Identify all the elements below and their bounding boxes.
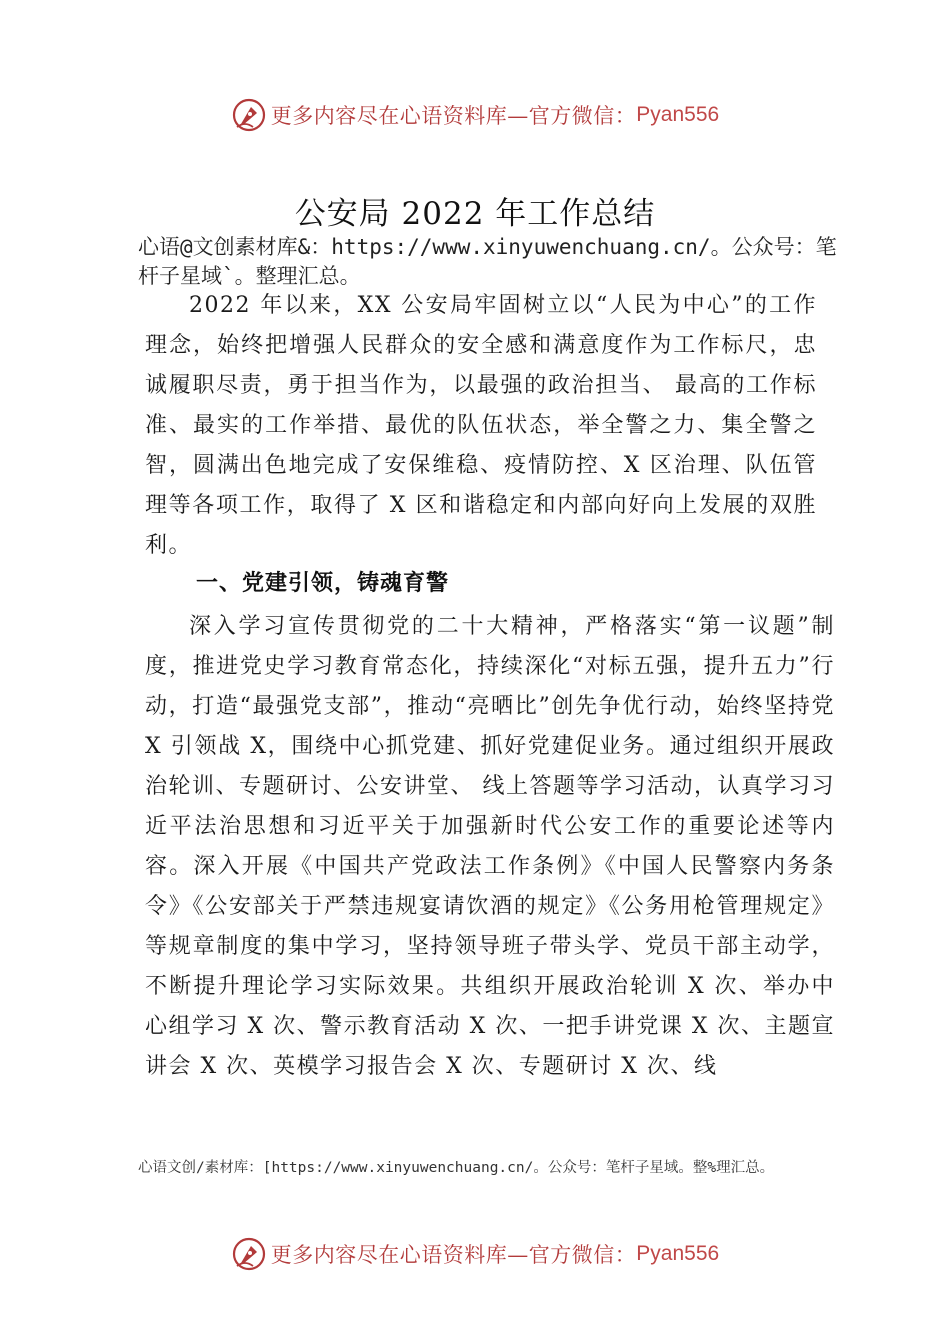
paragraph-party-building: 深入学习宣传贯彻党的二十大精神，严格落实“第一议题”制度，推进党史学习教育常态化，持续深化“对标五强，提升五力”行动，打造“最强党支部”，推动“亮晒比”创先争优行动，始终坚持党 X 引领战 X，围绕中心抓党建、抓好党建促业务。通过组织开展政治轮训、专题研讨、公安讲堂、 线上答题等学习活动，认真学习习近平法治思想和习近平关于加强新时代公安工作的重要论述等内容。深入开展《中国共产党政法工作条例》《中国人民警察内务条令》《公安部关于严禁违规宴请饮酒的规定》《公务用枪管理规定》等规章制度的集中学习，坚持领导班子带头学、党员干部主动学，不断提升理论学习实际效果。共组织开展政治轮训 X 次、举办中心组学习 X 次、警示教育活动 X 次、一把手讲党课 X 次、主题宣讲会 X 次、英模学习报告会 X 次、专题研讨 X 次、线 [145, 614, 835, 1079]
footer-banner [0, 1234, 950, 1274]
page-title: 公安局 2022 年工作总结 [294, 196, 656, 232]
pen-nib-icon [231, 1236, 267, 1272]
banner-wechat-id: Pyan556 [636, 103, 720, 126]
footer-note: 心语文创/素材库：[https://www.xinyuwenchuang.cn/。公众号：笔杆子星域。整%理汇总。 [138, 1160, 775, 1176]
banner-text: 更多内容尽在心语资料库—官方微信： [270, 1243, 637, 1267]
paragraph-intro: 2022 年以来，XX 公安局牢固树立以“人民为中心”的工作理念，始终把增强人民群众的安全感和满意度作为工作标尺，忠诚履职尽责，勇于担当作为，以最强的政治担当、 最高的工作标准、最实的工作举措、最优的队伍状态，举全警之力、集全警之智，圆满出色地完成了安保维稳、疫情防控、X 区治理、队伍管理等各项工作，取得了 X 区和谐稳定和内部向好向上发展的双胜利。 [145, 293, 817, 558]
source-line: 心语@文创素材库&：https://www.xinyuwenchuang.cn/。公众号：笔杆子星域`。整理汇总。 [138, 235, 837, 288]
banner-wechat-id: Pyan556 [636, 1242, 720, 1265]
section-heading: 一、党建引领，铸魂育警 [196, 571, 450, 596]
header-banner [0, 95, 950, 135]
banner-text: 更多内容尽在心语资料库—官方微信： [270, 104, 637, 128]
pen-nib-icon [231, 97, 267, 133]
